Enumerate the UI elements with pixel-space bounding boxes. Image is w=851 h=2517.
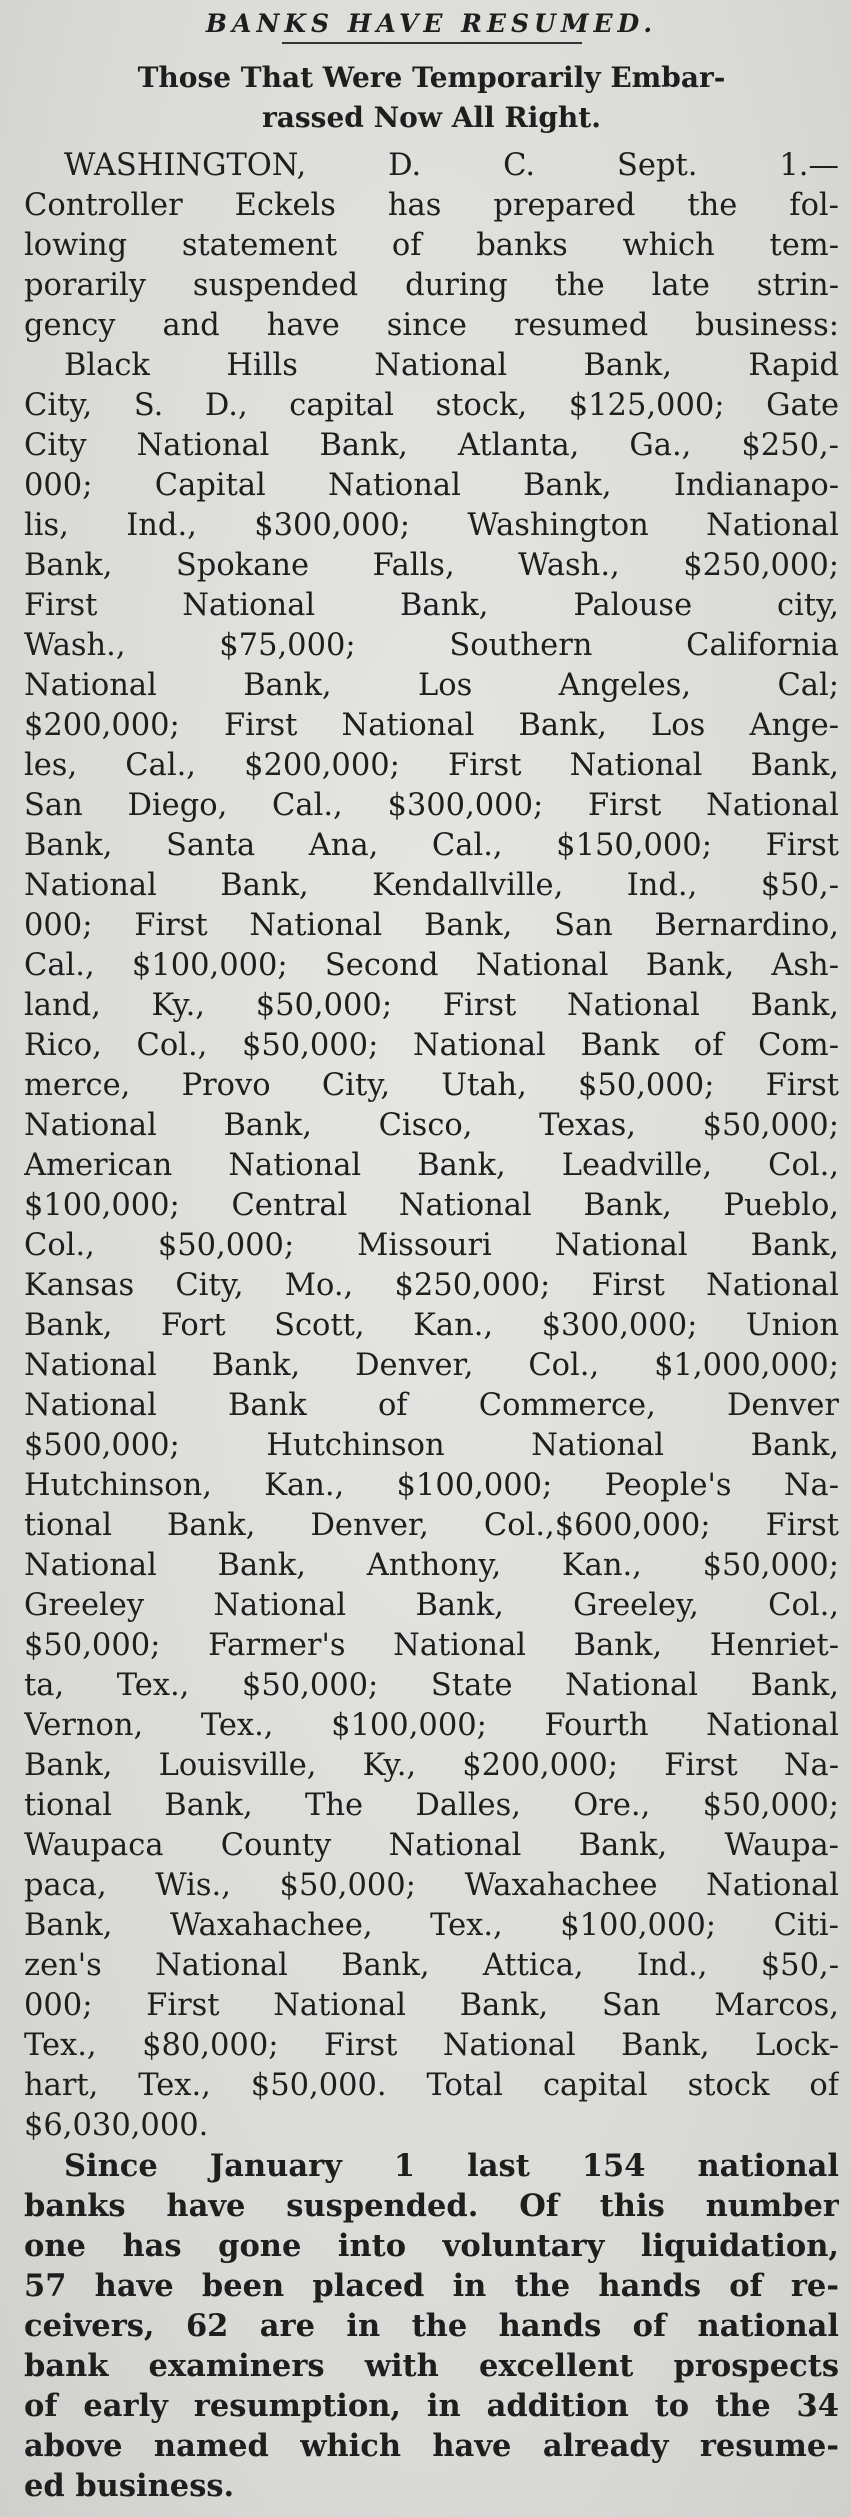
text-line: Bank, Fort Scott, Kan., $300,000; Union — [24, 1308, 839, 1343]
text-line: City, S. D., capital stock, $125,000; Gate — [24, 388, 839, 423]
text-line: ed business. — [24, 2468, 235, 2504]
text-line: National Bank, Anthony, Kan., $50,000; — [24, 1548, 839, 1583]
text-line: City National Bank, Atlanta, Ga., $250,- — [24, 428, 839, 463]
text-line: Rico, Col., $50,000; National Bank of Com- — [24, 1028, 839, 1063]
text-line: Black Hills National Bank, Rapid — [64, 348, 839, 383]
text-line: $500,000; Hutchinson National Bank, — [24, 1428, 839, 1463]
text-line: $50,000; Farmer's National Bank, Henriet- — [24, 1628, 839, 1663]
text-line: $100,000; Central National Bank, Pueblo, — [24, 1188, 839, 1223]
text-line: paca, Wis., $50,000; Waxahachee National — [24, 1868, 839, 1903]
text-line: National Bank, Cisco, Texas, $50,000; — [24, 1108, 839, 1143]
text-line: 000; First National Bank, San Bernardino, — [24, 908, 839, 943]
text-line: 57 have been placed in the hands of re- — [24, 2268, 839, 2304]
text-line: tional Bank, The Dalles, Ore., $50,000; — [24, 1788, 839, 1823]
text-line: Wash., $75,000; Southern California — [24, 628, 839, 663]
text-line: hart, Tex., $50,000. Total capital stock of — [24, 2068, 839, 2103]
text-line: banks have suspended. Of this number — [24, 2188, 839, 2224]
text-line: les, Cal., $200,000; First National Bank, — [24, 748, 839, 783]
text-line: Since January 1 last 154 national — [64, 2148, 839, 2184]
text-line: lis, Ind., $300,000; Washington National — [24, 508, 839, 543]
text-line: land, Ky., $50,000; First National Bank, — [24, 988, 839, 1023]
text-line: ta, Tex., $50,000; State National Bank, — [24, 1668, 839, 1703]
text-line: bank examiners with excellent prospects — [24, 2348, 839, 2384]
headline: BANKS HAVE RESUMED. — [205, 9, 658, 38]
text-line: American National Bank, Leadville, Col., — [24, 1148, 839, 1183]
text-line: merce, Provo City, Utah, $50,000; First — [24, 1068, 839, 1103]
text-line: National Bank, Los Angeles, Cal; — [24, 668, 839, 703]
text-line: National Bank, Kendallville, Ind., $50,- — [24, 868, 839, 903]
text-line: one has gone into voluntary liquidation, — [24, 2228, 839, 2264]
text-line: Bank, Santa Ana, Cal., $150,000; First — [24, 828, 839, 863]
text-line: 000; First National Bank, San Marcos, — [24, 1988, 839, 2023]
subheadline-line: rassed Now All Right. — [262, 101, 601, 134]
text-line: Hutchinson, Kan., $100,000; People's Na- — [24, 1468, 839, 1503]
article-paragraph-1 — [24, 146, 839, 2146]
text-line: Kansas City, Mo., $250,000; First National — [24, 1268, 839, 1303]
subheadline-line: Those That Were Temporarily Embar- — [137, 61, 726, 94]
text-line: lowing statement of banks which tem- — [24, 228, 839, 263]
text-line: $200,000; First National Bank, Los Ange- — [24, 708, 839, 743]
text-line: gency and have since resumed business: — [24, 308, 839, 343]
text-line: zen's National Bank, Attica, Ind., $50,- — [24, 1948, 839, 1983]
text-line: National Bank, Denver, Col., $1,000,000; — [24, 1348, 839, 1383]
text-line: Cal., $100,000; Second National Bank, Ash- — [24, 948, 839, 983]
text-line: Bank, Waxahachee, Tex., $100,000; Citi- — [24, 1908, 839, 1943]
text-line: of early resumption, in addition to the 34 — [24, 2388, 839, 2424]
text-line: WASHINGTON, D. C. Sept. 1.— — [64, 148, 839, 183]
subheadline — [24, 58, 839, 138]
text-line: Col., $50,000; Missouri National Bank, — [24, 1228, 839, 1263]
text-line: ceivers, 62 are in the hands of national — [24, 2308, 839, 2344]
article-paragraph-2 — [24, 2146, 839, 2506]
text-line: above named which have already resume- — [24, 2428, 839, 2464]
text-line: Waupaca County National Bank, Waupa- — [24, 1828, 839, 1863]
text-line: tional Bank, Denver, Col.,$600,000; First — [24, 1508, 839, 1543]
text-line: 000; Capital National Bank, Indianapo- — [24, 468, 839, 503]
headline-rule — [282, 42, 582, 44]
text-line: Controller Eckels has prepared the fol- — [24, 188, 839, 223]
text-line: Bank, Louisville, Ky., $200,000; First Na- — [24, 1748, 839, 1783]
text-line: Tex., $80,000; First National Bank, Lock- — [24, 2028, 839, 2063]
text-line: National Bank of Commerce, Denver — [24, 1388, 839, 1423]
text-line: Greeley National Bank, Greeley, Col., — [24, 1588, 839, 1623]
text-line: Vernon, Tex., $100,000; Fourth National — [24, 1708, 839, 1743]
text-line: First National Bank, Palouse city, — [24, 588, 839, 623]
text-line: Bank, Spokane Falls, Wash., $250,000; — [24, 548, 839, 583]
text-line: porarily suspended during the late strin- — [24, 268, 839, 303]
text-line: San Diego, Cal., $300,000; First National — [24, 788, 839, 823]
text-line: $6,030,000. — [24, 2108, 209, 2143]
